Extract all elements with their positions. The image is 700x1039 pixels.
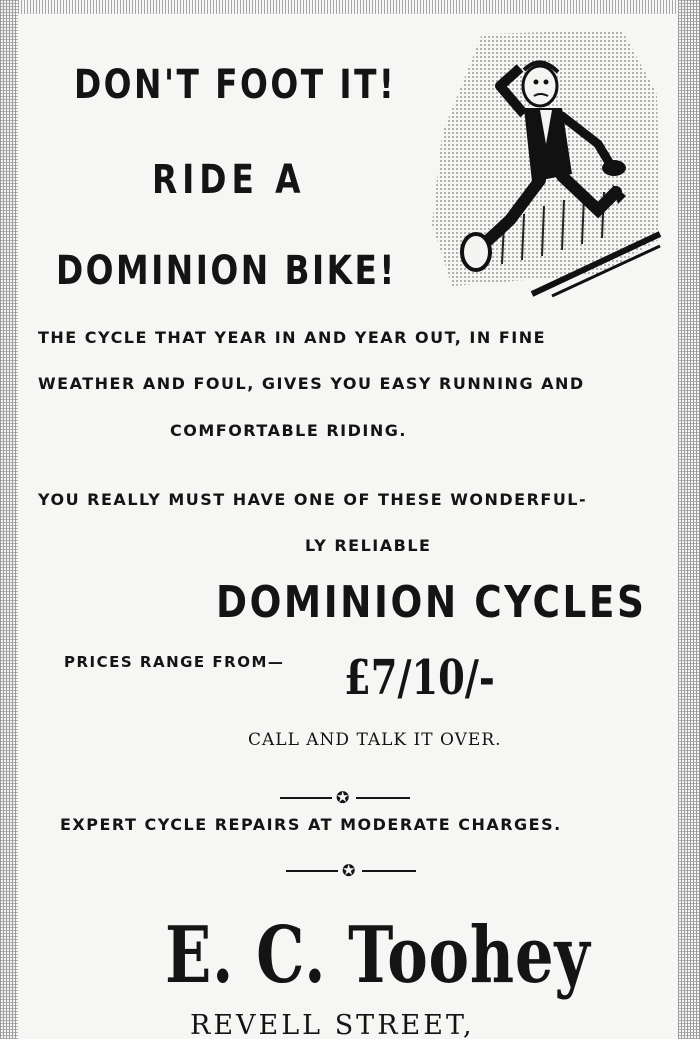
- page-edge-top: [0, 0, 700, 14]
- body-line-4: YOU REALLY MUST HAVE ONE OF THESE WONDERFUL-: [38, 490, 588, 509]
- price-value: £7/10/-: [344, 650, 495, 706]
- page-edge-left: [0, 0, 18, 1039]
- repairs-notice: EXPERT CYCLE REPAIRS AT MODERATE CHARGES.: [60, 815, 562, 834]
- running-man-icon: [412, 24, 662, 304]
- call-to-action: CALL AND TALK IT OVER.: [248, 730, 502, 750]
- body-line-1: THE CYCLE THAT YEAR IN AND YEAR OUT, IN FINE: [38, 328, 547, 347]
- star-ornament-icon: ✪: [280, 789, 410, 807]
- headline-line-2: RIDE A: [152, 157, 306, 203]
- headline-line-3: DOMINION BIKE!: [56, 248, 397, 294]
- body-line-5: LY RELIABLE: [305, 536, 432, 555]
- headline-line-1: DON'T FOOT IT!: [74, 62, 397, 108]
- body-line-3: COMFORTABLE RIDING.: [170, 421, 407, 440]
- prices-label: PRICES RANGE FROM—: [64, 653, 285, 671]
- merchant-name: E. C. Toohey: [165, 910, 591, 1001]
- star-ornament-icon: ✪: [286, 862, 416, 880]
- merchant-street: REVELL STREET,: [190, 1010, 475, 1039]
- product-name: DOMINION CYCLES: [215, 577, 647, 628]
- page-edge-right: [678, 0, 700, 1039]
- body-line-2: WEATHER AND FOUL, GIVES YOU EASY RUNNING AND: [38, 374, 585, 393]
